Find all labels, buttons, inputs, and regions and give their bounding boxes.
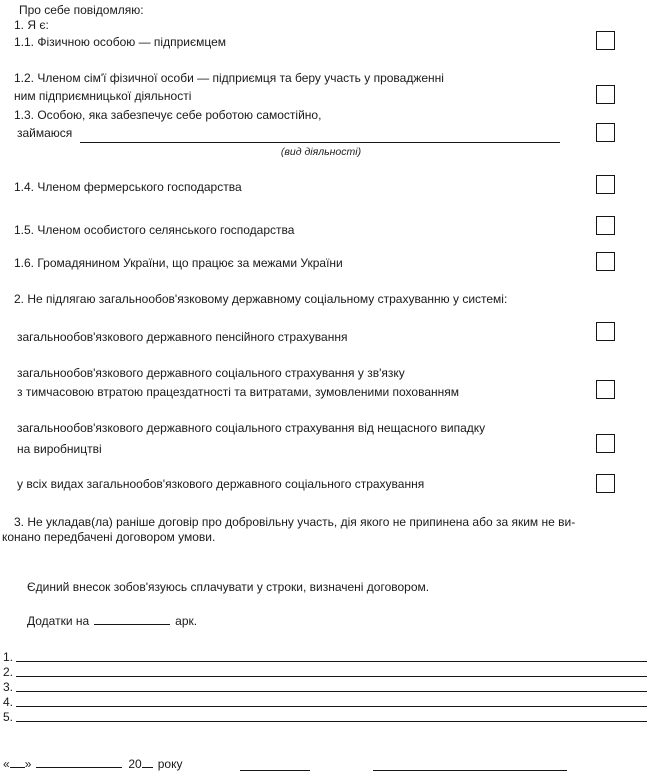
date-year-fill-line[interactable]	[142, 757, 153, 768]
attachment-line-1[interactable]	[16, 651, 647, 662]
activity-type-caption: (вид діяльності)	[280, 146, 362, 158]
item-1-4-label: 1.4. Членом фермерського господарства	[14, 180, 242, 194]
checkbox-citizen-abroad[interactable]	[596, 252, 615, 271]
date-quote-open: «	[3, 757, 10, 771]
item-pension-label: загальнообов'язкового державного пенсійного страхування	[17, 330, 348, 344]
attachment-line-3-number: 3.	[3, 680, 14, 694]
date-year-prefix: 20	[128, 757, 142, 771]
fullname-fill-line[interactable]	[373, 760, 567, 771]
section3-text-line1: 3. Не укладав(ла) раніше договір про добровільну участь, дія якого не припинена або за яким не ви-	[14, 515, 576, 529]
section1-heading: 1. Я є:	[14, 18, 49, 32]
attachment-line-5[interactable]	[16, 711, 647, 722]
attachment-line-4-number: 4.	[3, 695, 14, 709]
pledge-text: Єдиний внесок зобов'язуюсь сплачувати у строки, визначені договором.	[27, 580, 430, 594]
section3-text-line2: конано передбачені договором умови.	[2, 530, 216, 544]
checkbox-family-member[interactable]	[596, 85, 615, 104]
item-1-1-label: 1.1. Фізичною особою — підприємцем	[14, 35, 227, 49]
item-accident-label-line2: на виробництві	[17, 442, 102, 456]
date-year-word: року	[157, 757, 183, 771]
attachment-line-3[interactable]	[16, 681, 647, 692]
item-disability-label-line2: з тимчасовою втратою працездатності та витратами, зумовленими похованням	[17, 385, 459, 399]
item-1-2-label-line2: ним підприємницької діяльності	[14, 89, 192, 103]
attachments-pages-fill-line[interactable]	[94, 614, 170, 625]
checkbox-disability-insurance[interactable]	[596, 380, 615, 399]
item-disability-label-line1: загальнообов'язкового державного соціального страхування у зв'язку	[17, 366, 405, 380]
item-1-2-label-line1: 1.2. Членом сім'ї фізичної особи — підприємця та беру участь у провадженні	[14, 71, 444, 85]
attachments-prefix-label: Додатки на	[27, 614, 90, 628]
item-1-5-label: 1.5. Членом особистого селянського господарства	[14, 223, 295, 237]
attachment-line-2[interactable]	[16, 666, 647, 677]
attachment-line-2-number: 2.	[3, 665, 14, 679]
checkbox-pension-insurance[interactable]	[596, 322, 615, 341]
attachments-row	[27, 614, 197, 628]
intro-text: Про себе повідомляю:	[19, 3, 144, 17]
checkbox-entrepreneur[interactable]	[596, 31, 615, 50]
attachment-line-4[interactable]	[16, 696, 647, 707]
checkbox-farm-member[interactable]	[596, 175, 615, 194]
date-day-fill-line[interactable]	[10, 757, 25, 768]
item-all-insurance-label: у всіх видах загальнообов'язкового державного соціального страхування	[17, 477, 425, 491]
signature-fill-line[interactable]	[240, 760, 310, 771]
checkbox-household-member[interactable]	[596, 216, 615, 235]
date-month-fill-line[interactable]	[36, 757, 122, 768]
activity-type-fill-line[interactable]	[80, 132, 560, 143]
item-1-3-fill-label: займаюся	[17, 126, 73, 140]
checkbox-all-insurance[interactable]	[596, 474, 615, 493]
item-accident-label-line1: загальнообов'язкового державного соціального страхування від нещасного випадку	[17, 421, 486, 435]
attachment-line-1-number: 1.	[3, 650, 14, 664]
item-1-6-label: 1.6. Громадянином України, що працює за межами України	[14, 256, 343, 270]
item-1-3-label-line1: 1.3. Особою, яка забезпечує себе роботою самостійно,	[14, 108, 322, 122]
section2-heading: 2. Не підлягаю загальнообов'язковому державному соціальному страхуванню у системі:	[14, 292, 508, 306]
attachment-line-5-number: 5.	[3, 710, 14, 724]
checkbox-accident-insurance[interactable]	[596, 434, 615, 453]
attachments-suffix-label: арк.	[175, 614, 198, 628]
date-row	[3, 757, 182, 771]
date-quote-close: »	[24, 757, 32, 771]
checkbox-self-employed[interactable]	[596, 123, 615, 142]
